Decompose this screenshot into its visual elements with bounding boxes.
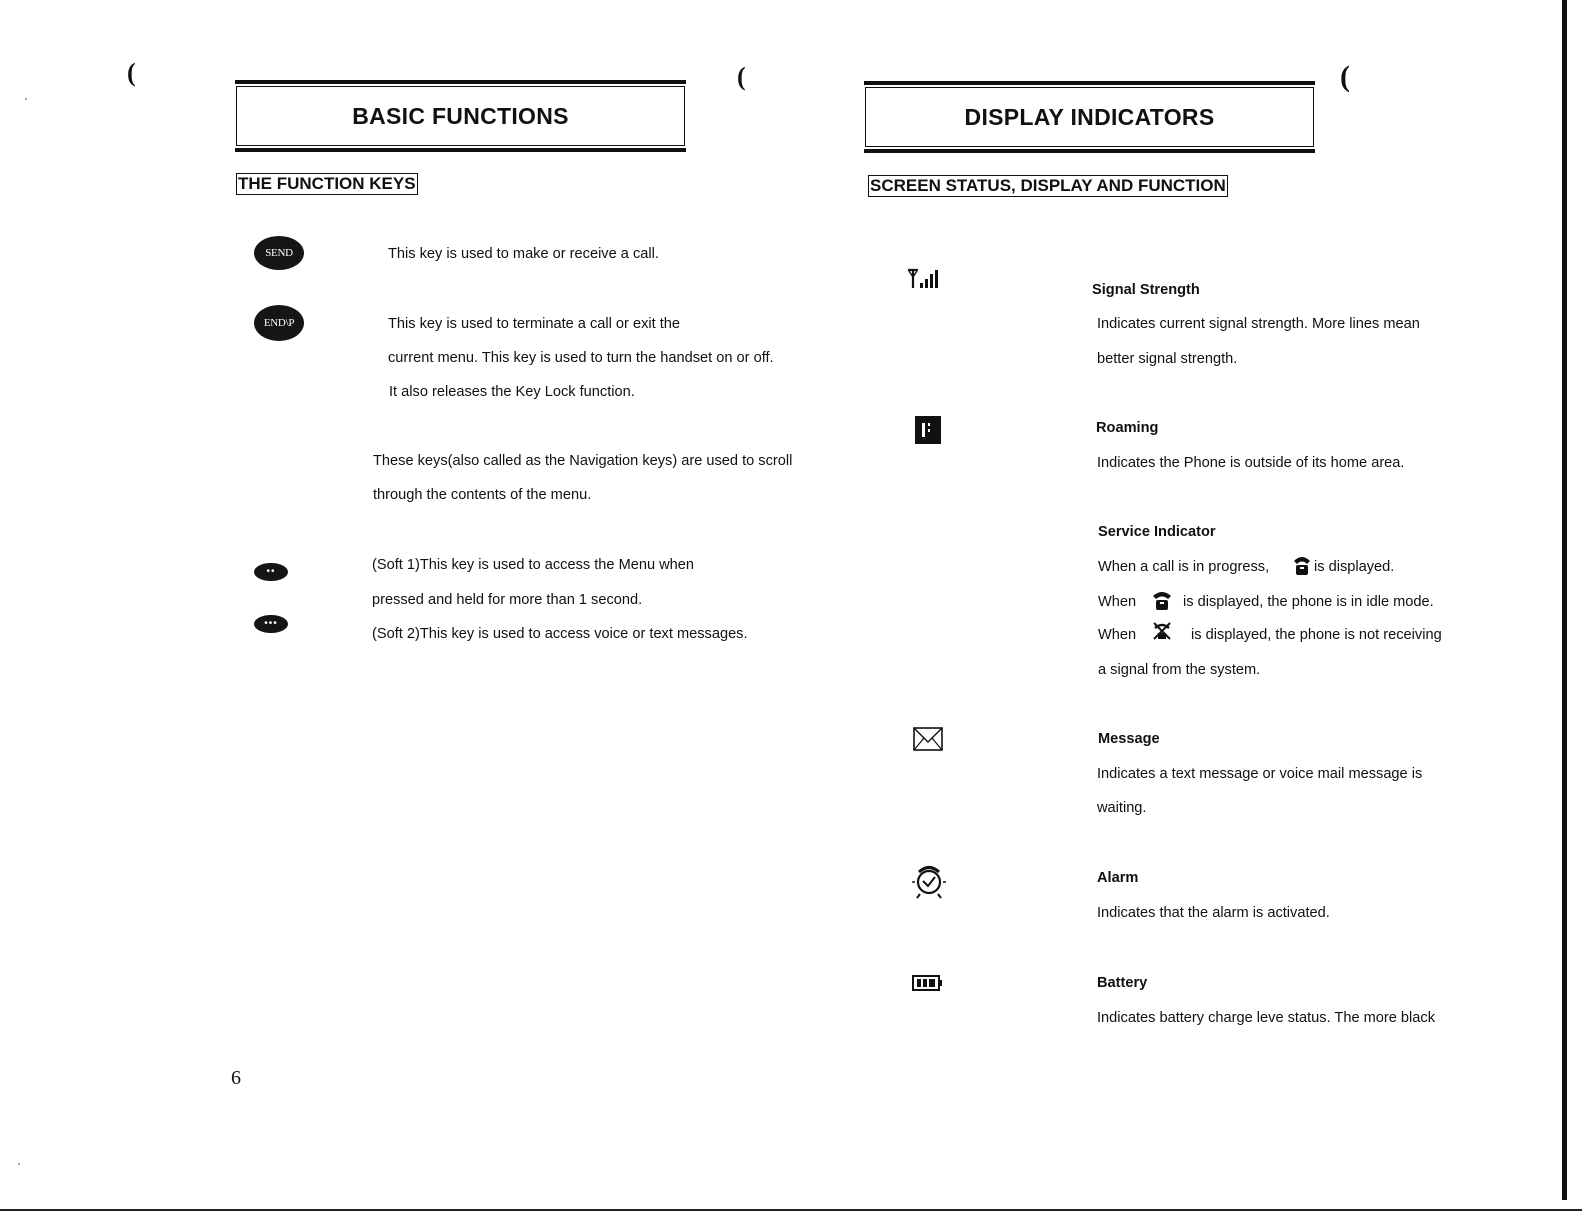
end-key-line-1: This key is used to terminate a call or exit the: [388, 316, 681, 332]
service-line-3a: When: [1098, 627, 1137, 643]
end-key-line-3: It also releases the Key Lock function.: [389, 384, 635, 400]
soft-key-line-3: (Soft 2)This key is used to access voice or text messages.: [372, 626, 748, 642]
alarm-clock-icon: [910, 863, 948, 899]
indicator-text-message-1: Indicates a text message or voice mail message is: [1097, 766, 1423, 782]
indicator-text-battery-1: Indicates battery charge leve status. The more black: [1097, 1010, 1435, 1026]
roaming-icon: [915, 416, 941, 444]
page-title-left: BASIC FUNCTIONS: [236, 86, 685, 146]
send-key-icon: SEND: [254, 236, 304, 270]
indicator-name-service: Service Indicator: [1098, 524, 1216, 540]
indicator-text-signal-2: better signal strength.: [1097, 351, 1238, 367]
indicator-name-alarm: Alarm: [1097, 870, 1139, 886]
end-key-icon: END\P: [254, 305, 304, 341]
service-line-1b: is displayed.: [1314, 559, 1395, 575]
indicator-name-signal: Signal Strength: [1092, 282, 1200, 298]
service-line-1a: When a call is in progress,: [1098, 559, 1270, 575]
page-title-right: DISPLAY INDICATORS: [865, 87, 1314, 147]
soft-key-line-2: pressed and held for more than 1 second.: [372, 592, 643, 608]
service-line-3b: is displayed, the phone is not receiving: [1191, 627, 1442, 643]
envelope-icon: [913, 727, 943, 751]
send-key-description: This key is used to make or receive a call.: [388, 246, 659, 262]
service-line-2a: When: [1098, 594, 1137, 610]
battery-icon: [912, 974, 942, 992]
indicator-name-battery: Battery: [1097, 975, 1148, 991]
signal-strength-icon: [907, 268, 941, 290]
scan-speck: [25, 98, 27, 100]
scan-speck: [18, 1163, 20, 1165]
no-service-icon: [1152, 620, 1172, 642]
indicator-text-signal-1: Indicates current signal strength. More lines mean: [1097, 316, 1420, 332]
indicator-name-message: Message: [1098, 731, 1160, 747]
page-edge: [1562, 0, 1567, 1200]
nav-keys-line-2: through the contents of the menu.: [373, 487, 592, 503]
soft-key-1-icon: ••: [254, 563, 288, 581]
margin-mark-2: (: [737, 62, 746, 91]
page-number: 6: [231, 1067, 241, 1089]
page-bottom-edge: [0, 1209, 1582, 1211]
indicator-name-roaming: Roaming: [1096, 420, 1159, 436]
indicator-text-message-2: waiting.: [1097, 800, 1147, 816]
idle-phone-icon: [1152, 589, 1172, 611]
section-heading-left: THE FUNCTION KEYS: [238, 174, 416, 193]
margin-mark-3: (: [1340, 60, 1350, 93]
end-key-line-2: current menu. This key is used to turn the handset on or off.: [388, 350, 774, 366]
indicator-text-alarm-1: Indicates that the alarm is activated.: [1097, 905, 1330, 921]
indicator-text-roaming-1: Indicates the Phone is outside of its home area.: [1097, 455, 1405, 471]
soft-key-line-1: (Soft 1)This key is used to access the Menu when: [372, 557, 695, 573]
service-line-4: a signal from the system.: [1098, 662, 1261, 678]
margin-mark-1: (: [127, 58, 136, 87]
section-heading-right: SCREEN STATUS, DISPLAY AND FUNCTION: [870, 176, 1226, 195]
call-in-progress-icon: [1291, 553, 1313, 577]
soft-key-2-icon: •••: [254, 615, 288, 633]
service-line-2b: is displayed, the phone is in idle mode.: [1183, 594, 1434, 610]
nav-keys-line-1: These keys(also called as the Navigation keys) are used to scroll: [373, 453, 793, 469]
